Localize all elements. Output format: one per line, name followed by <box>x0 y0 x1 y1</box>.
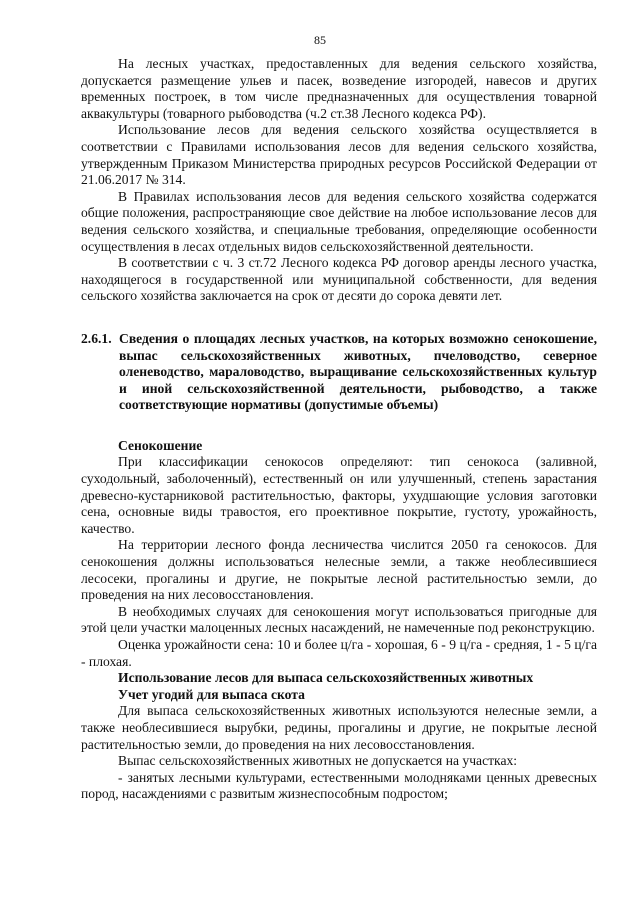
haymaking-heading: Сенокошение <box>118 437 203 453</box>
page-number: 85 <box>314 33 326 47</box>
section-number: 2.6.1. <box>81 330 112 346</box>
grazing-heading: Использование лесов для выпаса сельскохозяйственных животных <box>118 670 534 686</box>
paragraph-hay-area: На территории лесного фонда лесничества числится 2050 га сенокосов. Для сенокошения должны использоваться нелесные земли, а также необлесившиеся лесосеки, прогалины и другие, не покрытые лесной растительностью земли, до проведения на них лесовосстановления. <box>81 537 597 603</box>
paragraph-grazing-prohibited: Выпас сельскохозяйственных животных не допускается на участках: <box>118 753 518 769</box>
paragraph-grazing-lands: Для выпаса сельскохозяйственных животных используются нелесные земли, а также необлесившиеся вырубки, редины, прогалины и другие, не покрытые лесной растительностью земли, до проведения на них лесовосстановления. <box>81 703 597 752</box>
section-title: Сведения о площадях лесных участков, на которых возможно сенокошение, выпас сельскохозяйственных животных, пчеловодство, северное оленеводство, мараловодство, выращивание сельскохозяйственных культур и иной сельскохозяйственной деятельности, рыбоводство, а также соответствующие нормативы (допустимые объемы) <box>119 330 597 413</box>
paragraph-agri-rules: Использование лесов для ведения сельского хозяйства осуществляется в соответствии с Правилами использования лесов для ведения сельского хозяйства, утвержденным Приказом Министерства природных ресурсов Российской Федерации от 21.06.2017 № 314. <box>81 122 597 188</box>
grazing-subheading: Учет угодий для выпаса скота <box>118 686 305 702</box>
paragraph-hay-yield: Оценка урожайности сена: 10 и более ц/га - хорошая, 6 - 9 ц/га - средняя, 1 - 5 ц/га - плохая. <box>81 637 597 669</box>
paragraph-agri-structures: На лесных участках, предоставленных для ведения сельского хозяйства, допускается размещение ульев и пасек, возведение изгородей, навесов и других временных построек, в том числе предназначенных для осуществления товарной аквакультуры (товарного рыбоводства (ч.2 ст.38 Лесного кодекса РФ). <box>81 56 597 121</box>
page-body <box>81 56 597 803</box>
section-heading <box>81 331 597 414</box>
paragraph-hay-classification: При классификации сенокосов определяют: тип сенокоса (заливной, суходольный, заболоченный), естественный он или улучшенный, степень зарастания древесно-кустарниковой растительностью, факторы, ухудшающие условия заготовки сена, основные виды травостоя, его проективное покрытие, густоту, урожайность, качество. <box>81 454 597 536</box>
paragraph-rules-content: В Правилах использования лесов для ведения сельского хозяйства содержатся общие положения, распространяющие свое действие на любое использование лесов для ведения сельского хозяйства, и специальные требования, определяющие особенности осуществления в лесах отдельных видов сельскохозяйственной деятельности. <box>81 188 597 254</box>
paragraph-grazing-item-1: - занятых лесными культурами, естественными молодняками ценных древесных пород, насаждениями с развитым жизнеспособным подростом; <box>81 769 597 802</box>
paragraph-lease-term: В соответствии с ч. 3 ст.72 Лесного кодекса РФ договор аренды лесного участка, находящегося в государственной или муниципальной собственности, для ведения сельского хозяйства заключается на срок от десяти до сорока девяти лет. <box>81 255 597 304</box>
paragraph-hay-plantations: В необходимых случаях для сенокошения могут использоваться пригодные для этой цели участки малоценных лесных насаждений, не намеченные под реконструкцию. <box>81 603 597 636</box>
